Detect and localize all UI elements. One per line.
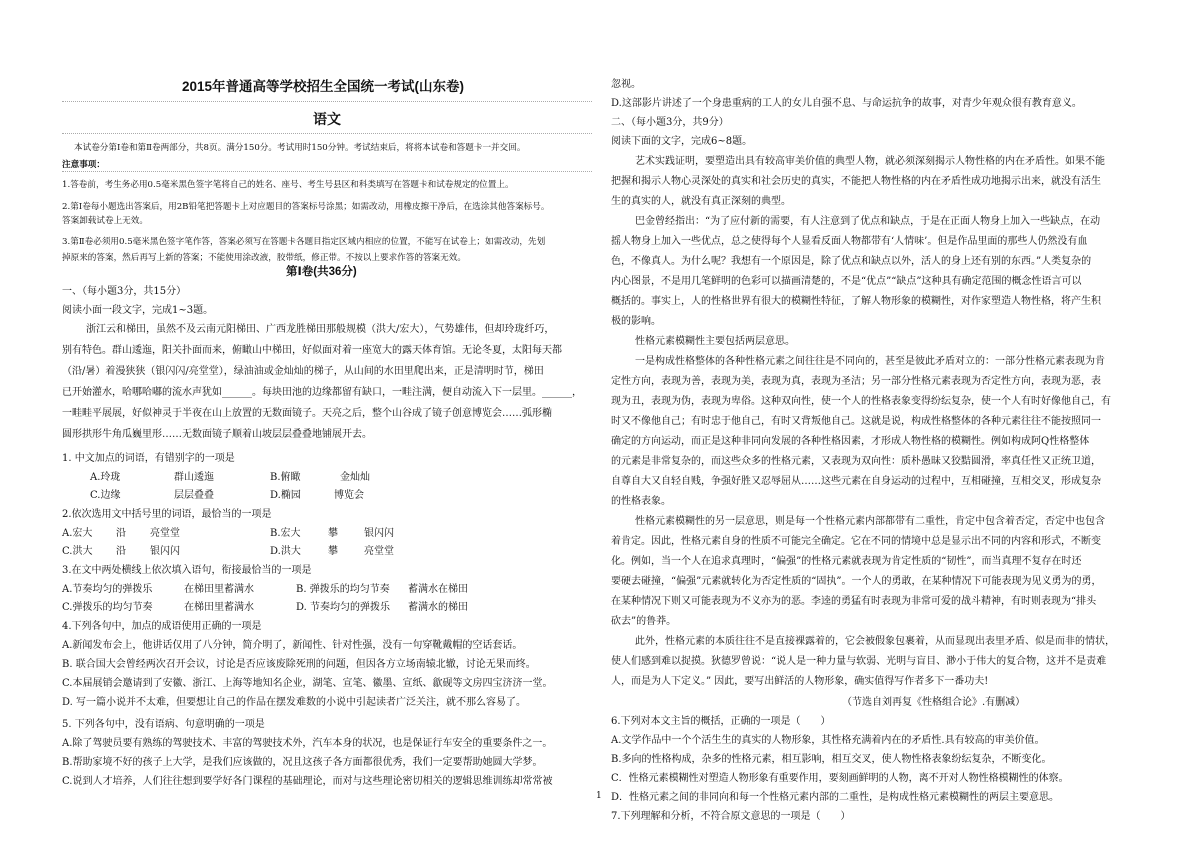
option-line: D.这部影片讲述了一个身患重病的工人的女儿自强不息、与命运抗争的故事，对青少年观众很有教育意义。 <box>611 98 1082 109</box>
option-label: D.椭园 <box>270 490 301 501</box>
option-b: 攀 <box>328 528 338 539</box>
part-heading: 第Ⅰ卷(共36分) <box>286 266 357 278</box>
note-line: 3.第Ⅱ卷必须用0.5毫米黑色签字笔作答，答案必须写在答题卡各题目指定区域内相应的位置，不能写在试卷上；如需改动，先划 <box>62 237 546 247</box>
passage-line: 一是构成性格整体的各种性格元素之间往往是不同向的，甚至是彼此矛盾对立的：一部分性格元素表现为肯 <box>635 356 1105 367</box>
option-b: 蓄满水的梯田 <box>408 602 468 613</box>
passage-line: 摇人物身上加入一些优点，总之使得每个人显看反面人物都带有‘人情味’。但是作品里面的那些人仍然没有血 <box>611 236 1088 247</box>
subject-title: 语文 <box>313 111 341 127</box>
question-stem: 2.依次选用文中括号里的词语，最恰当的一项是 <box>62 509 272 520</box>
passage-line: 圆形拱形牛角瓜巍里形……无数面镜子顺着山坡层层叠叠地铺展开去。 <box>62 429 372 440</box>
passage-line: 使人们感到难以捉摸。狄德罗曾说：“说人是一种力量与软弱、光明与盲目、渺小于伟大的复合物，这并不是责难 <box>611 656 1107 667</box>
option-a: D.洪大 <box>270 546 301 557</box>
option-b: 沿 <box>116 546 126 557</box>
question-stem: 3.在文中两处横线上依次填入语句，衔接最恰当的一项是 <box>62 565 312 576</box>
passage-line: 时又不像他自己；有时忠于他自己，有时又背叛他自己。这就是说，构成性格整体的各种元素往往不能按照同一 <box>611 416 1101 427</box>
option-line: C.说到人才培养，人们往往想到要学好各门课程的基础理论，而对与这些理论密切相关的逻辑思维训练却常常被 <box>62 776 553 787</box>
option-a: B.宏大 <box>270 528 301 539</box>
passage-line: 着肯定。因此，性格元素自身的性质不可能完全确定。它在不同的情境中总是显示出不同的内容和形式，不断变 <box>611 536 1101 547</box>
passage-line: 把握和揭示人物心灵深处的真实和社会历史的真实，不能把人物性格的内在矛盾性成功地揭示出来，就没有活生 <box>611 176 1101 187</box>
option-line: C．性格元素模糊性对塑造人物形象有重要作用，要刻画鲜明的人物，离不开对人物性格模糊性的体察。 <box>611 773 1069 784</box>
passage-line: 的性格表象。 <box>611 496 671 507</box>
question-stem: 4.下列各句中，加点的成语使用正确的一项是 <box>62 621 262 632</box>
passage-line: 浙江云和梯田，虽然不及云南元阳梯田、广西龙胜梯田那般规模（洪大/宏大），气势雄伟，但却玲珑纤巧， <box>86 324 555 335</box>
passage-line: 色，不像真人。为什么呢？我想有一个原因是，除了优点和缺点以外，活人的身上还有别的东西。”人类复杂的 <box>611 256 1092 267</box>
option-line: D. 写一篇小说并不太难，但要想让自己的作品在摆发难数的小说中引起读者广泛关注，就不那么容易了。 <box>62 697 527 708</box>
option-a: A.节奏均匀的弹拨乐 <box>62 584 153 595</box>
passage-line: 艺术实践证明，要塑造出具有较高审美价值的典型人物，就必须深刻揭示人物性格的内在矛盾性。如果不能 <box>635 156 1105 167</box>
passage-line: 的元素是非常复杂的，而这些众多的性格元素，又表现为双向性：质朴愚昧又狡黠圆滑，率真任性又正统卫道， <box>611 456 1101 467</box>
passage-line: 化。例如，当一个人在追求真理时，“偏强”的性格元素就表现为肯定性质的“韧性”，而当真理不复存在时还 <box>611 556 1082 567</box>
passage-line: 确定的方向运动，而正是这种非同向发展的各种性格因素，才形成人物性格的模糊性。例如构成阿Q性格整体 <box>611 436 1090 447</box>
option-text: 金灿灿 <box>340 472 370 483</box>
passage-line: 一畦畦平展展，好似神灵于半夜在山上放置的无数面镜子。天亮之后，整个山谷成了镜子创意博览会……弧形椭 <box>62 408 552 419</box>
note-line: 答案卸载试卷上无效。 <box>62 216 148 226</box>
option-c: 银闪闪 <box>364 528 394 539</box>
option-b: 沿 <box>116 528 126 539</box>
option-line: A.新闻发布会上，他讲话仅用了八分钟，简介明了，新闻性、针对性强，没有一句穿靴戴帽的空话套话。 <box>62 640 523 651</box>
option-line: B. 联合国大会曾经两次召开会议，讨论是否应该废除死刑的问题，但因各方立场南辕北辙，讨论无果而终。 <box>62 659 536 670</box>
option-c: 亮堂堂 <box>150 528 180 539</box>
option-a: A.宏大 <box>62 528 93 539</box>
passage-line: 砍去”的鲁莽。 <box>611 616 677 627</box>
passage-line: 此外，性格元素的本质往往不是直接裸露着的，它会被假象包裹着，从而显现出表里矛盾、似是而非的情状， <box>635 636 1115 647</box>
passage-line: 别有特色。群山逶迤，阳关扑面而来，俯瞰山中梯田，好似面对着一座宽大的露天体育馆。无论冬夏，太阳每天都 <box>62 345 562 356</box>
section-heading: 二、（每小题3分，共9分） <box>611 117 729 128</box>
option-line: C.本届展销会邀请到了安徽、浙江、上海等地知名企业，湖笔、宣笔、徽墨、宣纸、歙砚等文房四宝济济一堂。 <box>62 678 553 689</box>
exam-title: 2015年普通高等学校招生全国统一考试(山东卷) <box>182 79 465 94</box>
passage-line: 性格元素模糊性主要包括两层意思。 <box>635 336 795 347</box>
question-stem: 6.下列对本文主旨的概括，正确的一项是（ ） <box>611 716 831 727</box>
passage-line: 巴金曾经指出：“为了应付新的需要，有人注意到了优点和缺点，于是在正面人物身上加入一些缺点，在动 <box>635 216 1101 227</box>
option-line: D．性格元素之间的非同向和每一个性格元素内部的二重性，是构成性格元素模糊性的两层主要意思。 <box>611 792 1060 803</box>
passage-line: 性格元素模糊性的另一层意思，则是每一个性格元素内部都带有二重性，肯定中包含着否定，否定中也包含 <box>635 516 1105 527</box>
option-text: 博览会 <box>334 490 364 501</box>
question-stem: 5. 下列各句中，没有语病、句意明确的一项是 <box>62 719 265 730</box>
option-line: B.帮助家境不好的孩子上大学，是我们应该做的，况且这孩子各方面都很优秀，我们一定要帮助她圆大学梦。 <box>62 757 543 768</box>
option-line: B.多向的性格构成，杂多的性格元素，相互影响，相互交叉，使人物性格表象纷纭复杂，不断变化。 <box>611 754 1052 765</box>
option-b: 蓄满水在梯田 <box>408 584 468 595</box>
passage-line: 极的影响。 <box>611 316 661 327</box>
note-line: 本试卷分第Ⅰ卷和第Ⅱ卷两部分，共8页。满分150分。考试用时150分钟。考试结束后，将将本试卷和答题卡一并交回。 <box>74 143 526 153</box>
divider <box>62 171 592 172</box>
note-line: 2.第Ⅰ卷每小题选出答案后，用2B铅笔把答题卡上对应题目的答案标号涂黑；如需改动，用橡皮擦干净后，在选涂其他答案标号。 <box>62 202 550 212</box>
option-text: 层层叠叠 <box>174 490 214 501</box>
question-stem: 1. 中文加点的词语，有错别字的一项是 <box>62 453 235 464</box>
option-line: A.除了驾驶员要有熟练的驾驶技术、丰富的驾驶技术外，汽车本身的状况，也是保证行车安全的重要条件之一。 <box>62 738 553 749</box>
option-c: 亮堂堂 <box>364 546 394 557</box>
option-b: 在梯田里蓄满水 <box>184 602 254 613</box>
note-heading: 注意事项： <box>62 160 105 170</box>
divider <box>62 133 592 134</box>
option-a: B. 弹拨乐的均匀节奏 <box>296 584 390 595</box>
option-b: 在梯田里蓄满水 <box>184 584 254 595</box>
page-number: 1 <box>596 791 602 801</box>
option-line: A.文学作品中一个个活生生的真实的人物形象，其性格充满着内在的矛盾性.具有较高的审美价值。 <box>611 735 1045 746</box>
passage-line: 定性方向，表现为善，表现为美，表现为真，表现为圣洁；另一部分性格元素表现为否定性方向，表现为恶，表 <box>611 376 1101 387</box>
passage-line: （沿/暑）着漫狭狭（银闪闪/亮堂堂），绿油油或金灿灿的梯子，从山间的水田里爬出来，正是清明时节，梯田 <box>62 366 544 377</box>
passage-line: 生的真实的人，就没有真正深刻的典型。 <box>611 196 791 207</box>
passage-line: 现为丑，表现为伪，表现为卑俗。这种双向性，使一个人的性格表象变得纷纭复杂，使一个人有时好像他自己，有 <box>611 396 1111 407</box>
option-a: C.弹拨乐的均匀节奏 <box>62 602 153 613</box>
section-intro: 阅读下面的文字，完成6~8题。 <box>611 136 753 147</box>
passage-line: 内心图景，不是用几笔鲜明的色彩可以描画清楚的，不是“优点”“缺点”这种具有确定范围的概念性语言可以 <box>611 276 1082 287</box>
option-c: 银闪闪 <box>150 546 180 557</box>
note-line: 1.答卷前，考生务必用0.5毫米黑色签字笔将自己的姓名、座号、考生号县区和科类填写在答题卡和试卷规定的位置上。 <box>62 180 514 190</box>
option-label: C.边缘 <box>90 490 121 501</box>
divider <box>62 101 592 102</box>
option-text: 群山逶迤 <box>174 472 214 483</box>
option-label: B.俯瞰 <box>270 472 301 483</box>
passage-line: 人，而是为人下定义。” 因此，要写出鲜活的人物形象，确实值得写作者多下一番功夫! <box>611 676 989 687</box>
passage-line: 概括的。事实上，人的性格世界有很大的模糊性特征，了解人物形象的模糊性，对作家塑造人物性格，将产生积 <box>611 296 1101 307</box>
section-intro: 阅读小面一段文字，完成1~3题。 <box>62 305 214 316</box>
source-citation: （节选自刘再复《性格组合论》.有删减） <box>842 697 1026 708</box>
note-line: 掉原来的答案，然后再写上新的答案；不能使用涂改液，胶带纸，修正带。不按以上要求作答的答案无效。 <box>62 253 466 263</box>
section-heading: 一、（每小题3分，共15分） <box>62 286 187 297</box>
option-b: 攀 <box>328 546 338 557</box>
option-a: D. 节奏均匀的弹拨乐 <box>296 602 391 613</box>
question-stem: 7.下列理解和分析，不符合原文意思的一项是（ ） <box>611 811 851 822</box>
passage-line: 自尊自大又自轻自贱，争强好胜又忍辱屈从……这些元素在自身运动的过程中，互相碰撞，互相交叉，形成复杂 <box>611 476 1101 487</box>
option-label: A.玲珑 <box>90 472 121 483</box>
passage-line: 已开始灌水，哈哪哈嘟的流水声犹如______。每块田池的边缘都留有缺口，一畦注满，便自动流入下一层里。______， <box>62 387 582 398</box>
continued-line: 忽视。 <box>611 79 641 90</box>
passage-line: 要硬去碰撞，“偏强”元素就转化为否定性质的“固执”。一个人的勇敢，在某种情况下可能表现为见义勇为的勇， <box>611 576 1102 587</box>
option-a: C.洪大 <box>62 546 93 557</box>
passage-line: 在某种情况下则又可能表现为不义亦为的恶。李逵的勇猛有时表现为非常可爱的战斗精神，有时则表现为“排头 <box>611 596 1097 607</box>
